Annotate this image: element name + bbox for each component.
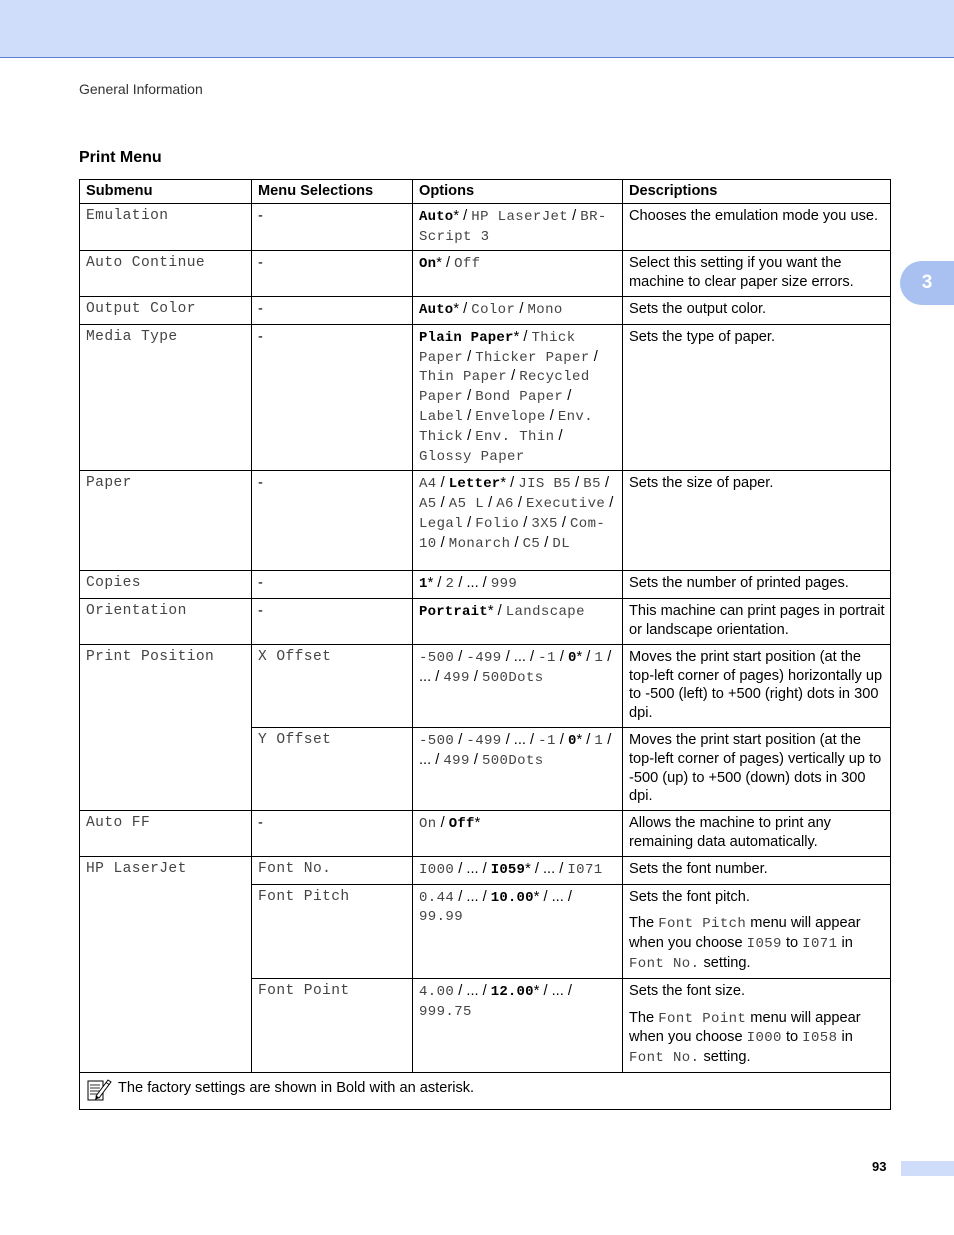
selection-cell: Font Point xyxy=(252,978,413,1072)
option-default: 1 xyxy=(419,576,428,593)
option-separator: / ... / xyxy=(419,648,612,685)
option-default: 0 xyxy=(567,732,577,749)
option-value: I071 xyxy=(802,936,838,953)
options-cell xyxy=(413,856,623,884)
option-separator: / xyxy=(467,388,472,405)
options-cell xyxy=(413,811,623,857)
option-value: I000 xyxy=(419,861,455,878)
selection-cell: - xyxy=(252,251,413,297)
header-options: Options xyxy=(413,180,623,204)
option-value: 1 xyxy=(594,732,604,749)
menu-name: Font Point xyxy=(658,1010,747,1027)
option-value: A5 xyxy=(419,496,437,513)
option-value: -1 xyxy=(538,649,556,666)
submenu-cell: HP LaserJet xyxy=(80,856,252,1072)
option-value: I071 xyxy=(567,861,603,878)
option-separator: / xyxy=(523,514,528,531)
option-value: 499 xyxy=(443,669,470,686)
option-separator: / xyxy=(609,495,614,512)
option-separator: / xyxy=(440,495,445,512)
selection-cell: X Offset xyxy=(252,644,413,727)
option-separator: / xyxy=(559,648,564,665)
option-separator: / xyxy=(549,407,554,424)
options-cell xyxy=(413,884,623,978)
text: to xyxy=(785,935,799,952)
note-text: The factory settings are shown in Bold with an asterisk. xyxy=(118,1080,475,1097)
option-separator: / ... / xyxy=(458,982,487,999)
option-value: Color xyxy=(471,301,516,318)
option-default: Plain Paper xyxy=(419,329,514,346)
description-cell: Sets the font number. xyxy=(623,856,891,884)
default-asterisk: * xyxy=(533,982,540,999)
option-separator: / xyxy=(437,575,442,592)
option-separator: / xyxy=(463,300,468,317)
note-cell xyxy=(80,1072,891,1109)
option-default: Auto xyxy=(419,208,454,225)
option-separator: / xyxy=(561,514,566,531)
option-value: 99.99 xyxy=(419,909,464,926)
selection-cell: - xyxy=(252,599,413,645)
default-asterisk: * xyxy=(500,475,507,492)
page-number-bar xyxy=(901,1161,954,1176)
default-asterisk: * xyxy=(436,255,442,272)
option-value: BR-Script 3 xyxy=(419,208,607,245)
option-value: 3X5 xyxy=(531,515,558,532)
table-row xyxy=(80,644,891,727)
option-separator: / xyxy=(519,300,524,317)
description-cell: Moves the print start position (at the top-left corner of pages) vertically up to -500 (up) to +500 (down) dots in 300 dpi. xyxy=(623,727,891,810)
description-text: Sets the font pitch. xyxy=(629,888,750,905)
option-value: A5 L xyxy=(448,496,485,513)
option-value: On xyxy=(419,816,437,833)
option-default: Letter xyxy=(448,476,501,493)
default-asterisk: * xyxy=(427,575,434,592)
option-separator: / xyxy=(586,648,591,665)
header-menu-selections: Menu Selections xyxy=(252,180,413,204)
option-value: A6 xyxy=(496,496,514,513)
options-cell xyxy=(413,599,623,645)
option-separator: / ... / xyxy=(534,860,564,877)
option-value: -499 xyxy=(466,732,502,749)
description-cell: Sets the output color. xyxy=(623,296,891,324)
selection-cell: - xyxy=(252,296,413,324)
option-separator: / ... / xyxy=(505,731,535,748)
option-separator: / xyxy=(488,495,493,512)
option-value: Landscape xyxy=(505,604,585,621)
default-asterisk: * xyxy=(453,300,460,317)
selection-cell: Font Pitch xyxy=(252,884,413,978)
option-value: Env. Thick xyxy=(419,408,594,445)
selection-cell: - xyxy=(252,571,413,599)
option-value: HP LaserJet xyxy=(471,208,569,225)
option-default: Auto xyxy=(419,301,454,318)
text: setting. xyxy=(703,1049,751,1066)
option-separator: / xyxy=(511,368,516,385)
option-value: Label xyxy=(419,408,464,425)
description-cell: Sets the type of paper. xyxy=(623,324,891,471)
options-cell xyxy=(413,471,623,571)
option-default: 12.00 xyxy=(490,983,534,1000)
option-value: 999.75 xyxy=(419,1003,472,1020)
menu-name: Font Pitch xyxy=(658,916,747,933)
option-separator: / ... / xyxy=(458,860,487,877)
option-separator: / xyxy=(473,751,478,768)
options-cell xyxy=(413,251,623,297)
table-row xyxy=(80,471,891,571)
submenu-cell: Paper xyxy=(80,471,252,571)
option-separator: / xyxy=(467,348,472,365)
option-value: I058 xyxy=(802,1030,838,1047)
text: setting. xyxy=(703,954,751,971)
option-value: 2 xyxy=(445,576,455,593)
table-row xyxy=(80,856,891,884)
options-cell xyxy=(413,727,623,810)
option-default: Off xyxy=(448,816,475,833)
selection-cell: Y Offset xyxy=(252,727,413,810)
option-value: JIS B5 xyxy=(518,476,572,493)
description-cell xyxy=(623,978,891,1072)
option-separator: / xyxy=(559,731,564,748)
selection-cell: - xyxy=(252,811,413,857)
option-value: -499 xyxy=(466,649,502,666)
option-value: Folio xyxy=(475,515,520,532)
option-separator: / ... / xyxy=(458,888,487,905)
selection-cell: - xyxy=(252,471,413,571)
options-cell xyxy=(413,203,623,251)
submenu-cell: Auto FF xyxy=(80,811,252,857)
section-title: Print Menu xyxy=(79,149,162,166)
option-separator: / xyxy=(445,255,451,272)
option-separator: / xyxy=(514,534,519,551)
menu-name: Font No. xyxy=(629,1050,700,1067)
default-asterisk: * xyxy=(525,860,531,877)
text: The xyxy=(629,1009,655,1026)
description-cell: This machine can print pages in portrait or landscape orientation. xyxy=(623,599,891,645)
description-cell xyxy=(623,884,891,978)
description-cell: Sets the number of printed pages. xyxy=(623,571,891,599)
option-separator: / xyxy=(523,328,528,345)
default-asterisk: * xyxy=(576,731,583,748)
description-cell: Moves the print start position (at the top-left corner of pages) horizontally up to -500 (left) to +500 (right) dots in 300 dpi. xyxy=(623,644,891,727)
option-value: Envelope xyxy=(475,408,546,425)
selection-cell: - xyxy=(252,324,413,471)
description-note xyxy=(629,1009,885,1068)
option-value: -500 xyxy=(419,649,455,666)
option-value: Thin Paper xyxy=(419,369,508,386)
option-separator: / ... / xyxy=(543,982,572,999)
option-separator: / xyxy=(467,514,472,531)
option-separator: / xyxy=(567,388,572,405)
selection-cell: Font No. xyxy=(252,856,413,884)
option-value: Legal xyxy=(419,515,464,532)
option-separator: / xyxy=(517,495,522,512)
description-cell: Select this setting if you want the machine to clear paper size errors. xyxy=(623,251,891,297)
note-pencil-icon xyxy=(86,1076,112,1102)
option-separator: / xyxy=(593,348,598,365)
option-value: C5 xyxy=(522,535,541,552)
option-value: A4 xyxy=(419,476,437,493)
description-cell: Allows the machine to print any remaining data automatically. xyxy=(623,811,891,857)
table-row xyxy=(80,599,891,645)
option-default: 10.00 xyxy=(490,889,534,906)
option-value: Executive xyxy=(526,496,606,513)
option-separator: / xyxy=(463,207,468,224)
description-cell: Chooses the emulation mode you use. xyxy=(623,203,891,251)
option-separator: / xyxy=(510,475,515,492)
option-value: I000 xyxy=(746,1030,782,1047)
option-separator: / xyxy=(497,603,502,620)
option-value: 499 xyxy=(443,752,470,769)
header-descriptions: Descriptions xyxy=(623,180,891,204)
submenu-cell: Media Type xyxy=(80,324,252,471)
selection-cell: - xyxy=(252,203,413,251)
option-value: Bond Paper xyxy=(475,389,564,406)
default-asterisk: * xyxy=(474,815,481,832)
option-value: 999 xyxy=(490,576,518,593)
option-value: Recycled Paper xyxy=(419,369,590,406)
text: in xyxy=(841,1029,853,1046)
table-row xyxy=(80,571,891,599)
option-value: Env. Thin xyxy=(475,428,555,445)
note-row xyxy=(80,1072,891,1109)
option-separator: / xyxy=(604,475,610,492)
option-separator: / xyxy=(473,668,478,685)
table-row xyxy=(80,324,891,471)
options-cell xyxy=(413,296,623,324)
option-value: Glossy Paper xyxy=(419,448,525,465)
default-asterisk: * xyxy=(487,603,494,620)
text: menu will appear when you choose xyxy=(629,915,861,952)
options-cell xyxy=(413,571,623,599)
text: The xyxy=(629,915,655,932)
option-value: Mono xyxy=(527,301,563,318)
option-value: 1 xyxy=(594,649,604,666)
menu-name: Font No. xyxy=(629,955,700,972)
description-cell: Sets the size of paper. xyxy=(623,471,891,571)
option-separator: / xyxy=(467,407,472,424)
default-asterisk: * xyxy=(533,888,540,905)
option-separator: / xyxy=(572,207,577,224)
submenu-cell: Auto Continue xyxy=(80,251,252,297)
option-value: Thicker Paper xyxy=(475,349,590,366)
description-note xyxy=(629,914,885,973)
option-value: B5 xyxy=(583,476,601,493)
table-row xyxy=(80,203,891,251)
text: to xyxy=(785,1029,799,1046)
option-separator: / xyxy=(458,648,463,665)
table-row xyxy=(80,251,891,297)
table-row xyxy=(80,811,891,857)
table-row xyxy=(80,296,891,324)
option-separator: / xyxy=(558,427,563,444)
options-cell xyxy=(413,978,623,1072)
text: menu will appear when you choose xyxy=(629,1009,861,1046)
header-submenu: Submenu xyxy=(80,180,252,204)
options-cell xyxy=(413,644,623,727)
page-number: 93 xyxy=(872,1159,887,1174)
option-value: 4.00 xyxy=(419,983,455,1000)
submenu-cell: Orientation xyxy=(80,599,252,645)
top-header-band xyxy=(0,0,954,58)
text: in xyxy=(841,935,853,952)
option-separator: / xyxy=(458,731,463,748)
option-value: -1 xyxy=(538,732,556,749)
submenu-cell: Emulation xyxy=(80,203,252,251)
option-default: Portrait xyxy=(419,604,488,621)
option-separator: / xyxy=(440,815,445,832)
option-separator: / xyxy=(544,534,549,551)
table-header-row xyxy=(80,180,891,204)
submenu-cell: Output Color xyxy=(80,296,252,324)
default-asterisk: * xyxy=(513,328,520,345)
option-separator: / ... / xyxy=(458,575,487,592)
description-text: Sets the font size. xyxy=(629,982,746,999)
print-menu-table xyxy=(79,179,891,1110)
running-head: General Information xyxy=(79,81,203,97)
option-value: -500 xyxy=(419,732,455,749)
option-value: Com-10 xyxy=(419,515,606,552)
option-value: Monarch xyxy=(448,535,511,552)
submenu-cell: Print Position xyxy=(80,644,252,810)
options-cell xyxy=(413,324,623,471)
option-separator: / ... / xyxy=(505,648,535,665)
option-value: Off xyxy=(454,256,481,273)
chapter-tab[interactable]: 3 xyxy=(900,261,954,305)
option-separator: / xyxy=(586,731,591,748)
option-separator: / xyxy=(440,534,445,551)
option-value: Thick Paper xyxy=(419,329,576,366)
default-asterisk: * xyxy=(453,207,460,224)
option-value: 0.44 xyxy=(419,889,455,906)
option-value: 500Dots xyxy=(481,752,544,769)
option-value: DL xyxy=(552,535,571,552)
submenu-cell: Copies xyxy=(80,571,252,599)
option-separator: / xyxy=(440,475,445,492)
option-value: I059 xyxy=(746,936,782,953)
default-asterisk: * xyxy=(576,648,583,665)
option-value: 500Dots xyxy=(481,669,544,686)
option-default: 0 xyxy=(567,649,577,666)
option-separator: / ... / xyxy=(543,888,572,905)
option-default: On xyxy=(419,256,437,273)
option-separator: / ... / xyxy=(419,731,612,768)
option-separator: / xyxy=(575,475,580,492)
option-default: I059 xyxy=(490,861,526,878)
option-separator: / xyxy=(467,427,472,444)
